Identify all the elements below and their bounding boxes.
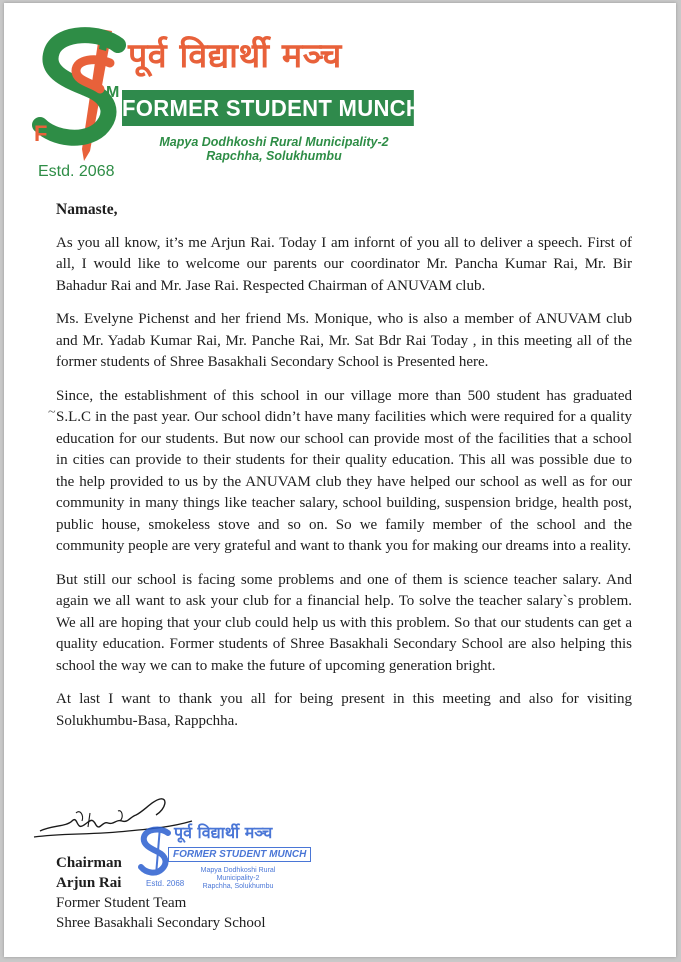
letterhead-address bbox=[154, 135, 394, 163]
closing-block bbox=[56, 853, 356, 933]
letter-body bbox=[56, 199, 632, 744]
paragraph: But still our school is facing some problems and one of them is science teacher salary. And again we all want to ask your club for a financial help. To solve the teacher salary`s problem. We all are hoping that your club could help us with this problem. So that our students can get a quality education. Former students of Shree Basakhali Secondary School are also helping this school the way we can to make the future of upcoming generation bright. bbox=[56, 571, 632, 674]
stamp-hindi-title: पूर्व विद्यार्थी मञ्च bbox=[174, 823, 273, 842]
stamp-address-line-2: Rapchha, Solukhumbu bbox=[202, 883, 274, 890]
paragraph: At last I want to thank you all for being present in this meeting and also for visiting Solukhumbu-Basa, Rappchha. bbox=[56, 691, 632, 729]
greeting: Namaste, bbox=[56, 201, 118, 218]
paragraph: As you all know, it’s me Arjun Rai. Today I am infornt of you all to deliver a speech. First of all, I would like to welcome our parents our coordinator Mr. Pancha Kumar Rai, Mr. Bir Bahadur Rai and Mr. Jase Rai. Respected Chairman of ANUVAM club. bbox=[56, 234, 632, 294]
letterhead-hindi-title: पूर्व विद्यार्थी मञ्च bbox=[128, 36, 342, 76]
svg-text:F: F bbox=[34, 121, 48, 146]
letterhead-english-title: FORMER STUDENT MUNCH bbox=[122, 90, 414, 126]
letterhead-estd: Estd. 2068 bbox=[38, 163, 115, 180]
closing-line-1: Former Student Team bbox=[56, 895, 187, 911]
address-line-2: Rapchha, Solukhumbu bbox=[206, 149, 342, 163]
paragraph: Since, the establishment of this school in our village more than 500 student has graduated S.L.C in the past year. Our school didn’t have many facilities which were required for a quality education for our students. But now our school can provide most of the facilities that a school in cities can provide to their students for their quality education. This all was possible due to the help provided to us by the ANUVAM club they have helped our school as well as for our community in many things like teacher salary, school building, suspension bridge, health post, public house, smokeless stove and so on. So we family member of the school and the community people are very grateful and want to thank you for making our dreams into a reality. bbox=[56, 387, 632, 554]
paragraph: Ms. Evelyne Pichenst and her friend Ms. Monique, who is also a member of ANUVAM club and Mr. Yadab Kumar Rai, Mr. Panche Rai, Mr. Sat Bdr Rai Today , in this meeting all of the former students of Shree Basakhali Secondary School is Presented here. bbox=[56, 311, 632, 370]
stamp-estd: Estd. 2068 bbox=[146, 879, 185, 888]
closing-title: Chairman bbox=[56, 855, 122, 871]
stamp-english-title: FORMER STUDENT MUNCH bbox=[168, 847, 311, 862]
margin-mark: ~ bbox=[48, 405, 56, 420]
address-line-1: Mapya Dodhkoshi Rural Municipality-2 bbox=[159, 135, 389, 149]
closing-line-2: Shree Basakhali Secondary School bbox=[56, 915, 266, 931]
letter-page bbox=[4, 3, 676, 957]
svg-text:M: M bbox=[106, 84, 120, 101]
closing-name: Arjun Rai bbox=[56, 875, 122, 891]
stamp-address-line-1: Mapya Dodhkoshi Rural Municipality-2 bbox=[200, 867, 276, 882]
